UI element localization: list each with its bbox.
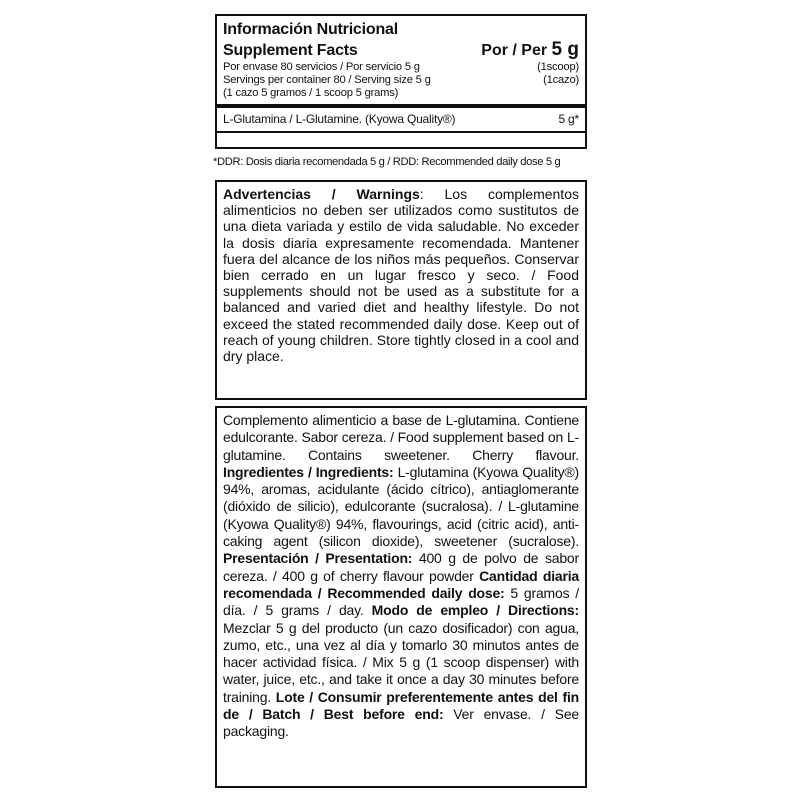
servings-line-2 <box>223 74 579 87</box>
presentation-text: 400 g de polvo de sabor cereza. / 400 g of cherry flavour powder <box>223 550 579 584</box>
nutrition-facts-panel <box>215 14 587 149</box>
warnings-label: Advertencias / Warnings <box>223 186 420 202</box>
lot-text: Ver envase. / See packaging. <box>223 706 579 740</box>
facts-title-en: Supplement Facts <box>223 42 358 59</box>
servings-line-2-right: (1cazo) <box>543 74 579 86</box>
servings-line-3: (1 cazo 5 gramos / 1 scoop 5 grams) <box>223 87 399 99</box>
daily-dose-text: 5 gramos / día. / 5 grams / day. <box>223 584 579 619</box>
ingredients-text: L-glutamina (Kyowa Quality®) 94%, aromas, acidulante (ácido cítrico), antiaglomerante (dióxido de silicio), edulcorante (sucralosa). / L-glutamine (Kyowa Quality®) 94%, flavourings, acid (citric acid), anti-caking agent (silicon dioxide), sweetener (sucralose). <box>223 463 579 550</box>
per-amount: 5 g <box>551 39 579 60</box>
description-panel <box>215 406 587 788</box>
lot-label: Lote / Consumir preferentemente antes del fin de / Batch / Best before end: <box>223 688 579 723</box>
ingredient-amount: 5 g* <box>558 112 579 126</box>
servings-line-2-text: Servings per container 80 / Serving size 5 g <box>223 74 431 86</box>
ingredient-row <box>223 112 579 126</box>
description-intro: Complemento alimenticio a base de L-glutamina. Contiene edulcorante. Sabor cereza. / Food supplement based on L-glutamine. Contains sweetener. Cherry flavour. <box>223 412 579 463</box>
per-label-text: Por / Per <box>481 42 548 59</box>
ddr-footnote: *DDR: Dosis diaria recomendada 5 g / RDD: Recommended daily dose 5 g <box>213 156 561 168</box>
facts-header-row <box>223 39 579 61</box>
thin-divider <box>217 131 585 133</box>
warnings-text: : Los complementos alimenticios no deben ser utilizados como sustitutos de una dieta variada y estilo de vida saludable. No exceder la dosis diaria expresamente recomendada. Mantener fuera del alcance de los niños más pequeños. Conservar bien cerrado en un lugar fresco y seco. / Food supplements should not be used as a substitute for a balanced and varied diet and healthy lifestyle. Do not exceed the stated recommended daily dose. Keep out of reach of young children. Store tightly closed in a cool and dry place. <box>223 186 579 365</box>
thick-divider <box>217 104 585 108</box>
warnings-panel <box>215 180 587 400</box>
daily-dose-label: Cantidad diaria recomendada / Recommended daily dose: <box>223 567 579 601</box>
facts-title-es: Información Nutricional <box>223 21 398 38</box>
servings-line-1 <box>223 61 579 74</box>
servings-line-1-right: (1scoop) <box>537 61 579 73</box>
ingredients-label: Ingredientes / Ingredients: <box>223 463 394 480</box>
servings-line-1-text: Por envase 80 servicios / Por servicio 5 g <box>223 61 420 73</box>
directions-label: Modo de empleo / Directions: <box>371 602 579 619</box>
per-serving-label <box>481 39 579 61</box>
directions-text: Mezclar 5 g del producto (un cazo dosificador) con agua, zumo, etc., una vez al día y tomarlo 30 minutos antes de hacer actividad física. / Mix 5 g (1 scoop dispenser) with water, juice, etc., and take it once a day 30 minutes before training. <box>223 619 579 705</box>
presentation-label: Presentación / Presentation: <box>223 550 413 567</box>
ingredient-name: L-Glutamina / L-Glutamine. (Kyowa Quality®) <box>223 112 456 126</box>
